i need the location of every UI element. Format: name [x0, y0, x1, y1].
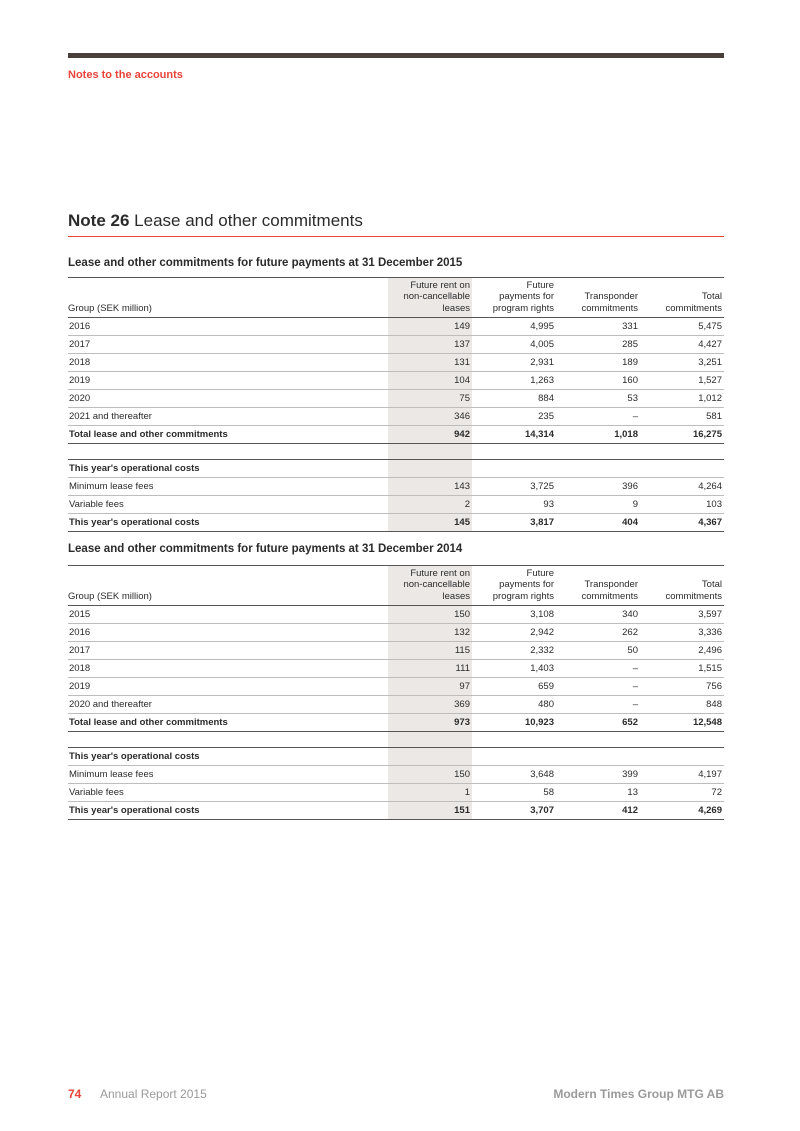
cell-c4: 2,496 [640, 642, 724, 660]
row-label: 2019 [68, 678, 388, 696]
cell-c2: 2,332 [472, 642, 556, 660]
cell-c1: 369 [388, 696, 472, 714]
cell-c4: 5,475 [640, 318, 724, 336]
column-header-c1 [388, 278, 472, 318]
table-row [68, 624, 724, 642]
table-2014 [68, 565, 724, 820]
header-line: program rights [492, 302, 554, 314]
row-label: 2017 [68, 336, 388, 354]
cell-c4: 12,548 [640, 714, 724, 732]
header-line: Transponder [584, 291, 638, 302]
row-label: 2015 [68, 606, 388, 624]
cell-c3: 340 [556, 606, 640, 624]
cell-c4: 4,269 [640, 802, 724, 820]
cell-c4: 4,427 [640, 336, 724, 354]
cell-c3: – [556, 660, 640, 678]
cell-c4: 4,197 [640, 766, 724, 784]
cell-c1: 2 [388, 496, 472, 514]
column-header-label: Group (SEK million) [68, 566, 388, 606]
header-row [68, 566, 724, 606]
header-line: Future [526, 279, 554, 291]
header-line: payments for [499, 291, 554, 302]
cell-c3: 1,018 [556, 426, 640, 444]
table-row [68, 660, 724, 678]
header-line: leases [442, 302, 470, 314]
row-label: Minimum lease fees [68, 478, 388, 496]
table-row [68, 408, 724, 426]
cell-c4: 3,336 [640, 624, 724, 642]
cell-c4: 848 [640, 696, 724, 714]
row-label: Total lease and other commitments [68, 714, 388, 732]
subheading-row [68, 748, 724, 766]
cell-c4: 1,515 [640, 660, 724, 678]
cell-c1: 104 [388, 372, 472, 390]
header-line: commitments [581, 302, 638, 314]
column-header-c3 [556, 566, 640, 606]
subheading-label: This year's operational costs [68, 460, 388, 478]
cell-c1: 75 [388, 390, 472, 408]
cell-c1: 942 [388, 426, 472, 444]
cell-c3: 13 [556, 784, 640, 802]
row-label: Total lease and other commitments [68, 426, 388, 444]
company-name: Modern Times Group MTG AB [553, 1087, 724, 1101]
table-2015-title: Lease and other commitments for future payments at 31 December 2015 [68, 257, 463, 269]
total-row [68, 802, 724, 820]
row-label: 2020 and thereafter [68, 696, 388, 714]
cell-c3: 160 [556, 372, 640, 390]
cell-c4: 16,275 [640, 426, 724, 444]
table-row [68, 642, 724, 660]
cell-c2: 659 [472, 678, 556, 696]
note-title [68, 211, 724, 237]
cell-c4: 103 [640, 496, 724, 514]
cell-c2: 4,995 [472, 318, 556, 336]
cell-c4: 1,012 [640, 390, 724, 408]
row-label: Variable fees [68, 784, 388, 802]
row-label: 2016 [68, 624, 388, 642]
cell-c1: 132 [388, 624, 472, 642]
column-header-c2 [472, 566, 556, 606]
cell-c4: 3,251 [640, 354, 724, 372]
header-line: Transponder [584, 579, 638, 590]
spacer-row [68, 444, 724, 460]
subheading-label: This year's operational costs [68, 748, 388, 766]
header-line: Total [701, 291, 722, 302]
column-header-c1 [388, 566, 472, 606]
row-label: 2021 and thereafter [68, 408, 388, 426]
total-row [68, 714, 724, 732]
cell-c1: 131 [388, 354, 472, 372]
cell-c3: 404 [556, 514, 640, 532]
row-label: 2020 [68, 390, 388, 408]
header-line: commitments [665, 590, 722, 602]
spacer-row [68, 732, 724, 748]
cell-c1: 97 [388, 678, 472, 696]
cell-c4: 581 [640, 408, 724, 426]
row-label: 2018 [68, 354, 388, 372]
cell-c2: 93 [472, 496, 556, 514]
cell-c3: – [556, 696, 640, 714]
cell-c2: 3,817 [472, 514, 556, 532]
table-row [68, 678, 724, 696]
table-row [68, 336, 724, 354]
cell-c3: 50 [556, 642, 640, 660]
cell-c3: – [556, 408, 640, 426]
column-header-c4 [640, 566, 724, 606]
cell-c4: 4,264 [640, 478, 724, 496]
table-row [68, 372, 724, 390]
cell-c1: 115 [388, 642, 472, 660]
cell-c2: 480 [472, 696, 556, 714]
total-row [68, 426, 724, 444]
table-row [68, 318, 724, 336]
header-line: payments for [499, 579, 554, 590]
header-bar [68, 53, 724, 58]
cell-c2: 3,725 [472, 478, 556, 496]
header-line: Future [526, 567, 554, 579]
subheading-row [68, 460, 724, 478]
column-header-c4 [640, 278, 724, 318]
cell-c3: 285 [556, 336, 640, 354]
page-number: 74 [68, 1087, 82, 1101]
cell-c3: 262 [556, 624, 640, 642]
cell-c3: 396 [556, 478, 640, 496]
cell-c4: 756 [640, 678, 724, 696]
header-line: Total [701, 579, 722, 590]
cell-c2: 884 [472, 390, 556, 408]
cell-c3: – [556, 678, 640, 696]
report-name: Annual Report 2015 [100, 1087, 207, 1101]
section-label: Notes to the accounts [68, 69, 183, 81]
cell-c3: 9 [556, 496, 640, 514]
table-2015 [68, 277, 724, 532]
cell-c4: 1,527 [640, 372, 724, 390]
cell-c2: 3,108 [472, 606, 556, 624]
row-label: This year's operational costs [68, 802, 388, 820]
note-title-text: Lease and other commitments [134, 211, 363, 230]
row-label: This year's operational costs [68, 514, 388, 532]
table-row [68, 696, 724, 714]
header-line: commitments [581, 590, 638, 602]
cell-c1: 150 [388, 766, 472, 784]
column-header-c2 [472, 278, 556, 318]
cell-c1: 143 [388, 478, 472, 496]
total-row [68, 514, 724, 532]
cell-c3: 189 [556, 354, 640, 372]
cell-c1: 145 [388, 514, 472, 532]
cell-c3: 53 [556, 390, 640, 408]
table-row [68, 354, 724, 372]
header-line: non-cancellable [403, 291, 470, 302]
cell-c3: 412 [556, 802, 640, 820]
cell-c1: 150 [388, 606, 472, 624]
header-line: Future rent on [410, 567, 470, 579]
cell-c2: 4,005 [472, 336, 556, 354]
cell-c1: 151 [388, 802, 472, 820]
note-number: Note 26 [68, 211, 130, 230]
cell-c2: 2,942 [472, 624, 556, 642]
cell-c2: 3,648 [472, 766, 556, 784]
row-label: 2019 [68, 372, 388, 390]
cell-c3: 331 [556, 318, 640, 336]
table-row [68, 496, 724, 514]
cell-c2: 235 [472, 408, 556, 426]
row-label: 2017 [68, 642, 388, 660]
cell-c1: 1 [388, 784, 472, 802]
header-line: commitments [665, 302, 722, 314]
cell-c2: 14,314 [472, 426, 556, 444]
header-line: leases [442, 590, 470, 602]
table-row [68, 478, 724, 496]
header-line: program rights [492, 590, 554, 602]
cell-c2: 1,263 [472, 372, 556, 390]
cell-c2: 3,707 [472, 802, 556, 820]
column-header-c3 [556, 278, 640, 318]
table-row [68, 766, 724, 784]
column-header-label: Group (SEK million) [68, 278, 388, 318]
header-line: non-cancellable [403, 579, 470, 590]
cell-c4: 4,367 [640, 514, 724, 532]
cell-c2: 1,403 [472, 660, 556, 678]
cell-c1: 111 [388, 660, 472, 678]
cell-c4: 3,597 [640, 606, 724, 624]
row-label: Variable fees [68, 496, 388, 514]
cell-c4: 72 [640, 784, 724, 802]
cell-c3: 399 [556, 766, 640, 784]
table-2014-title: Lease and other commitments for future payments at 31 December 2014 [68, 543, 463, 555]
cell-c1: 346 [388, 408, 472, 426]
cell-c1: 137 [388, 336, 472, 354]
cell-c3: 652 [556, 714, 640, 732]
header-line: Future rent on [410, 279, 470, 291]
row-label: Minimum lease fees [68, 766, 388, 784]
table-row [68, 606, 724, 624]
cell-c2: 2,931 [472, 354, 556, 372]
cell-c2: 10,923 [472, 714, 556, 732]
row-label: 2018 [68, 660, 388, 678]
row-label: 2016 [68, 318, 388, 336]
cell-c1: 149 [388, 318, 472, 336]
cell-c1: 973 [388, 714, 472, 732]
table-row [68, 390, 724, 408]
table-row [68, 784, 724, 802]
header-row [68, 278, 724, 318]
cell-c2: 58 [472, 784, 556, 802]
